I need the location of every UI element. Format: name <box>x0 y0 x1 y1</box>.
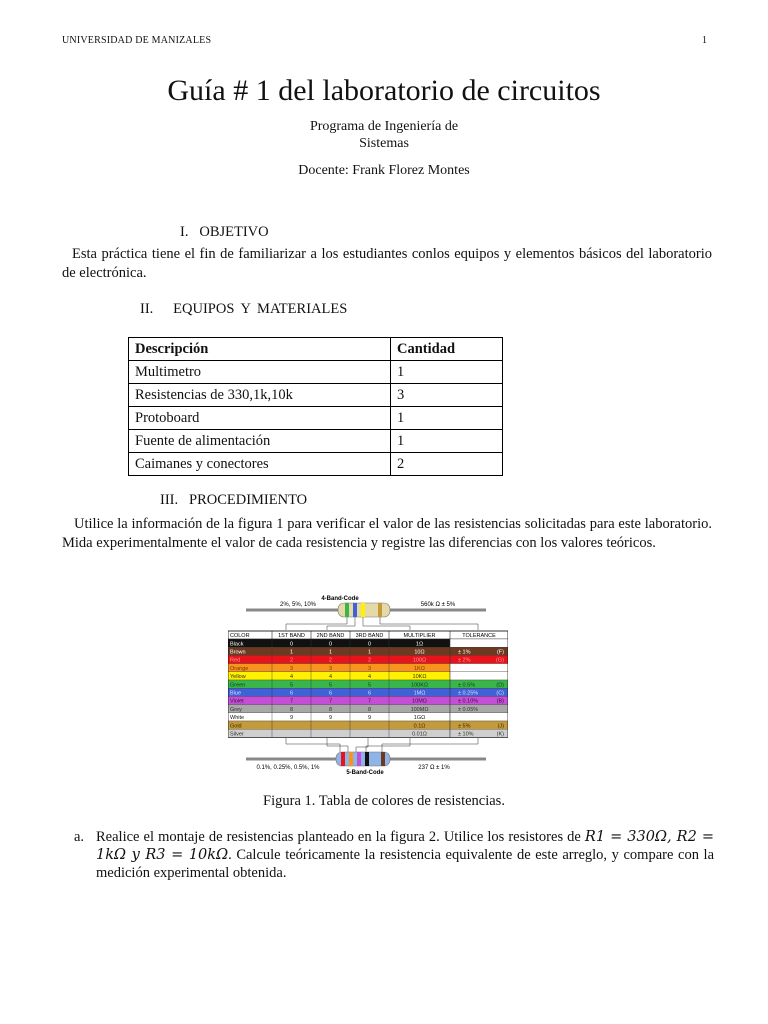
cell-quantity: 1 <box>391 407 503 430</box>
cell-description: Caimanes y conectores <box>129 453 391 476</box>
cell-value: 7 <box>328 698 333 705</box>
connector-line <box>327 738 348 752</box>
bottom-label: 5-Band-Code <box>346 770 384 776</box>
section-title: OBJETIVO <box>199 224 269 240</box>
cell-value: 10MΩ <box>412 698 427 705</box>
procedure-paragraph: Utilice la información de la figura 1 para verificar el valor de las resistencias solicitadas para este laboratorio. Mida experimentalmente el valor de cada resistencia y registre las diferencias con los valores teóricos. <box>62 516 712 551</box>
connector-line <box>380 617 478 630</box>
section-number: III. <box>160 492 179 508</box>
cell-value: 100MΩ <box>410 706 429 713</box>
color-name: Orange <box>230 665 249 672</box>
color-name: White <box>230 715 245 722</box>
cell-value: 9 <box>289 715 294 722</box>
cell-value: 8 <box>367 706 372 713</box>
figure-caption: Figura 1. Tabla de colores de resistencias. <box>263 793 505 809</box>
tolerance-code: (K) <box>496 731 504 738</box>
cell-value: 6 <box>367 690 372 697</box>
header-institution: UNIVERSIDAD DE MANIZALES <box>62 35 212 46</box>
column-header: MULTIPLIER <box>403 633 436 639</box>
cell-description: Protoboard <box>129 407 391 430</box>
column-header: 2ND BAND <box>316 633 345 639</box>
header-cantidad: Cantidad <box>391 338 503 361</box>
tolerance-code: (G) <box>496 657 504 664</box>
cell-quantity: 2 <box>391 453 503 476</box>
item-text-part-1: Realice el montaje de resistencias planteado en la figura 2. Utilice los resistores de <box>96 829 585 845</box>
bottom-band-2 <box>349 752 353 766</box>
tolerance-cell-bg <box>450 672 508 680</box>
objective-paragraph: Esta práctica tiene el fin de familiarizar a los estudiantes conlos equipos y elementos básicos del laboratorio de electrónica. <box>62 246 712 281</box>
cell-quantity: 1 <box>391 361 503 384</box>
section-number: I. <box>180 224 189 240</box>
top-left-note: 2%, 5%, 10% <box>279 602 317 608</box>
item-text <box>96 828 714 882</box>
tolerance-value: ± 0.5% <box>458 682 476 689</box>
column-header: 3RD BAND <box>355 633 384 639</box>
color-name: Red <box>230 657 241 664</box>
item-label: a. <box>74 829 85 845</box>
cell-value: 10Ω <box>414 649 425 656</box>
color-name: Black <box>230 641 244 648</box>
materials-table <box>128 337 503 476</box>
top-band-1 <box>345 603 349 617</box>
connector-line <box>382 738 478 752</box>
page-title: Guía # 1 del laboratorio de circuitos <box>167 74 601 107</box>
cell-value: 1GΩ <box>413 715 426 722</box>
table-row <box>129 430 503 453</box>
tolerance-value: ± 2% <box>458 657 471 664</box>
table-row <box>129 407 503 430</box>
cell-value: 8 <box>289 706 294 713</box>
cell-value: 6 <box>328 690 333 697</box>
color-name: Yellow <box>230 674 246 681</box>
section-procedimiento <box>160 492 307 509</box>
tolerance-value: ± 0.25% <box>458 690 479 697</box>
cell-value: 7 <box>367 698 372 705</box>
cell-quantity: 1 <box>391 430 503 453</box>
column-header: TOLERANCE <box>462 633 496 639</box>
cell-value: 5 <box>289 682 294 689</box>
teacher: Docente: Frank Florez Montes <box>298 163 470 178</box>
tolerance-value: ± 0.05% <box>458 706 479 713</box>
cell-value: 2 <box>289 657 294 664</box>
cell-description: Fuente de alimentación <box>129 430 391 453</box>
cell-value: 9 <box>367 715 372 722</box>
color-name: Blue <box>230 690 242 697</box>
tolerance-value: ± 5% <box>458 723 471 730</box>
tolerance-cell-bg <box>450 639 508 647</box>
program-line-2: Sistemas <box>359 136 409 151</box>
cell-value: 0 <box>328 641 333 648</box>
cell-value: 1Ω <box>415 641 424 648</box>
color-name: Gold <box>230 723 242 730</box>
cell-value: 3 <box>367 665 372 672</box>
cell-value: 100Ω <box>412 657 427 664</box>
bottom-band-4 <box>365 752 369 766</box>
page-number: 1 <box>702 35 708 46</box>
program-line-1: Programa de Ingeniería de <box>309 119 459 134</box>
color-code-table <box>228 631 508 738</box>
cell-value: 9 <box>328 715 333 722</box>
connector-line <box>327 617 355 630</box>
cell-value: 5 <box>367 682 372 689</box>
header-descripcion: Descripción <box>129 338 391 361</box>
tolerance-code: (B) <box>496 698 504 705</box>
connector-line <box>363 617 410 630</box>
top-band-2 <box>353 603 357 617</box>
cell-value: 5 <box>328 682 333 689</box>
top-label: 4-Band-Code <box>321 596 359 602</box>
cell-value: 0 <box>367 641 372 648</box>
color-name: Green <box>230 682 246 689</box>
cell-value: 1 <box>328 649 333 656</box>
item-text-part-2: . Calcule teóricamente la resistencia equivalente de este arreglo, y compare con la medición experimental obtenida. <box>96 847 715 881</box>
table-row <box>129 453 503 476</box>
tolerance-cell-bg <box>450 664 508 672</box>
cell-value: 4 <box>328 674 333 681</box>
section-objetivo <box>180 224 269 241</box>
section-number: II. <box>140 301 154 317</box>
tolerance-value: ± 1% <box>458 649 471 656</box>
tolerance-cell-bg <box>450 713 508 721</box>
color-name: Silver <box>230 731 244 738</box>
cell-value: 7 <box>289 698 294 705</box>
math-expression-2: 1kΩ y R3 = 10kΩ <box>96 847 229 863</box>
cell-value: 4 <box>289 674 294 681</box>
tolerance-value: ± 0.10% <box>458 698 479 705</box>
connector-line <box>366 738 410 752</box>
top-right-note: 560k Ω ± 5% <box>420 602 456 608</box>
table-row <box>129 361 503 384</box>
color-name: Brown <box>230 649 246 656</box>
column-header: 1ST BAND <box>278 633 305 639</box>
cell-value: 2 <box>367 657 372 664</box>
cell-value: 4 <box>367 674 372 681</box>
bottom-left-note: 0.1%, 0.25%, 0.5%, 1% <box>256 765 320 771</box>
cell-value: 0 <box>289 641 294 648</box>
section-equipos <box>140 301 347 318</box>
bottom-band-5 <box>381 752 385 766</box>
cell-value: 1MΩ <box>413 690 426 697</box>
cell-value: 0.01Ω <box>412 731 427 738</box>
cell-quantity: 3 <box>391 384 503 407</box>
cell-value: 3 <box>289 665 294 672</box>
connector-line <box>286 617 347 630</box>
math-expression-1: R1 = 330Ω, R2 = <box>584 829 714 845</box>
table-header-row <box>129 338 503 361</box>
section-title: PROCEDIMIENTO <box>189 492 308 508</box>
cell-value: 1 <box>289 649 294 656</box>
tolerance-code: (J) <box>497 723 504 730</box>
bottom-band-3 <box>357 752 361 766</box>
cell-value: 3 <box>328 665 333 672</box>
cell-value: 0.1Ω <box>413 723 426 730</box>
tolerance-value: ± 10% <box>458 731 474 738</box>
top-band-4 <box>378 603 382 617</box>
cell-value: 1 <box>367 649 372 656</box>
top-band-3 <box>361 603 365 617</box>
cell-value: 2 <box>328 657 333 664</box>
cell-value: 10KΩ <box>412 674 427 681</box>
tolerance-code: (C) <box>496 690 504 697</box>
cell-value: 8 <box>328 706 333 713</box>
color-name: Grey <box>230 706 242 713</box>
cell-description: Multimetro <box>129 361 391 384</box>
cell-value: 6 <box>289 690 294 697</box>
section-title: EQUIPOS Y MATERIALES <box>173 301 348 317</box>
resistor-color-code-figure <box>228 594 508 776</box>
tolerance-code: (F) <box>496 649 504 656</box>
bottom-right-note: 237 Ω ± 1% <box>418 765 450 771</box>
table-row <box>129 384 503 407</box>
color-name: Violet <box>230 698 244 705</box>
cell-value: 1KΩ <box>414 665 425 672</box>
bottom-band-1 <box>341 752 345 766</box>
column-header: COLOR <box>230 633 250 639</box>
cell-value: 100KΩ <box>411 682 428 689</box>
cell-description: Resistencias de 330,1k,10k <box>129 384 391 407</box>
connector-line <box>286 738 340 752</box>
tolerance-code: (D) <box>496 682 504 689</box>
